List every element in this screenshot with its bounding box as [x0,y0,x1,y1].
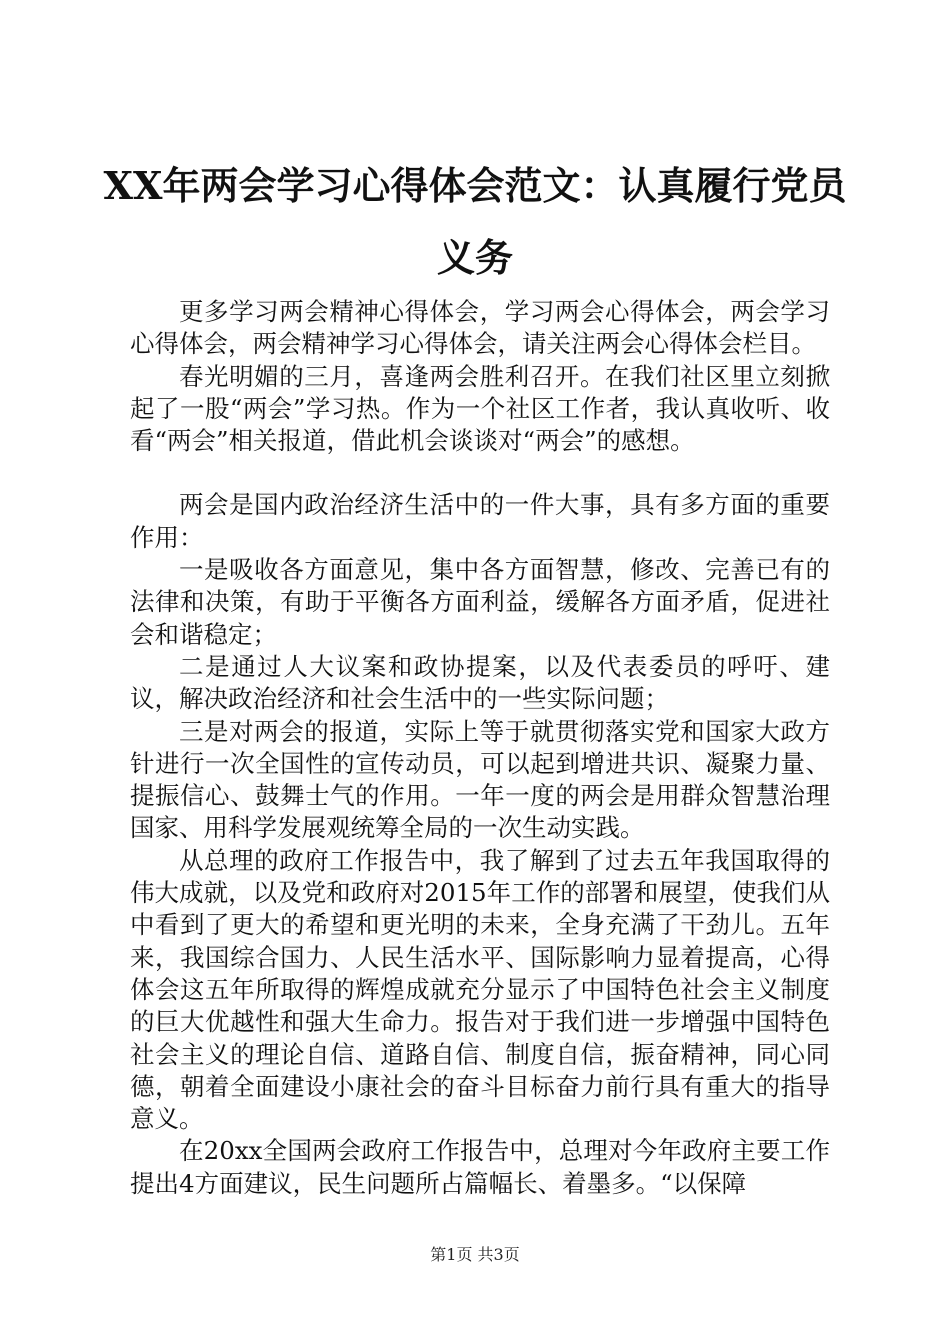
document-title: XX年两会学习心得体会范文：认真履行党员义务 [103,163,847,280]
paragraph-spring: 春光明媚的三月，喜逢两会胜利召开。在我们社区里立刻掀起了一股“两会”学习热。作为一个社区工作者，我认真收听、收看“两会”相关报道，借此机会谈谈对“两会”的感想。 [130,361,830,456]
paragraph-report: 从总理的政府工作报告中，我了解到了过去五年我国取得的伟大成就，以及党和政府对2015年工作的部署和展望，使我们从中看到了更大的希望和更光明的未来，全身充满了干劲儿。五年来，我国综合国力、人民生活水平、国际影响力显着提高，心得体会这五年所取得的辉煌成就充分显示了中国特色社会主义制度的巨大优越性和强大生命力。报告对于我们进一步增强中国特色社会主义的理论自信、道路自信、制度自信，振奋精神，同心同德，朝着全面建设小康社会的奋斗目标奋力前行具有重大的指导意义。 [130,845,830,1134]
paragraph-livelihood: 在20xx全国两会政府工作报告中，总理对今年政府主要工作提出4方面建议，民生问题所占篇幅长、着墨多。“以保障 [130,1136,830,1198]
paragraph-point-two: 二是通过人大议案和政协提案，以及代表委员的呼吁、建议，解决政治经济和社会生活中的一些实际问题； [130,651,830,714]
page-number: 第1页 共3页 [430,1245,520,1264]
paragraph-intro: 更多学习两会精神心得体会，学习两会心得体会，两会学习心得体会，两会精神学习心得体会，请关注两会心得体会栏目。 [130,297,830,359]
document-body [130,296,830,1200]
paragraph-point-one: 一是吸收各方面意见，集中各方面智慧，修改、完善已有的法律和决策，有助于平衡各方面利益，缓解各方面矛盾，促进社会和谐稳定； [130,555,830,649]
paragraph-importance: 两会是国内政治经济生活中的一件大事，具有多方面的重要作用： [130,490,830,552]
paragraph-point-three: 三是对两会的报道，实际上等于就贯彻落实党和国家大政方针进行一次全国性的宣传动员，可以起到增进共识、凝聚力量、提振信心、鼓舞士气的作用。一年一度的两会是用群众智慧治理国家、用科学发展观统筹全局的一次生动实践。 [130,716,830,843]
